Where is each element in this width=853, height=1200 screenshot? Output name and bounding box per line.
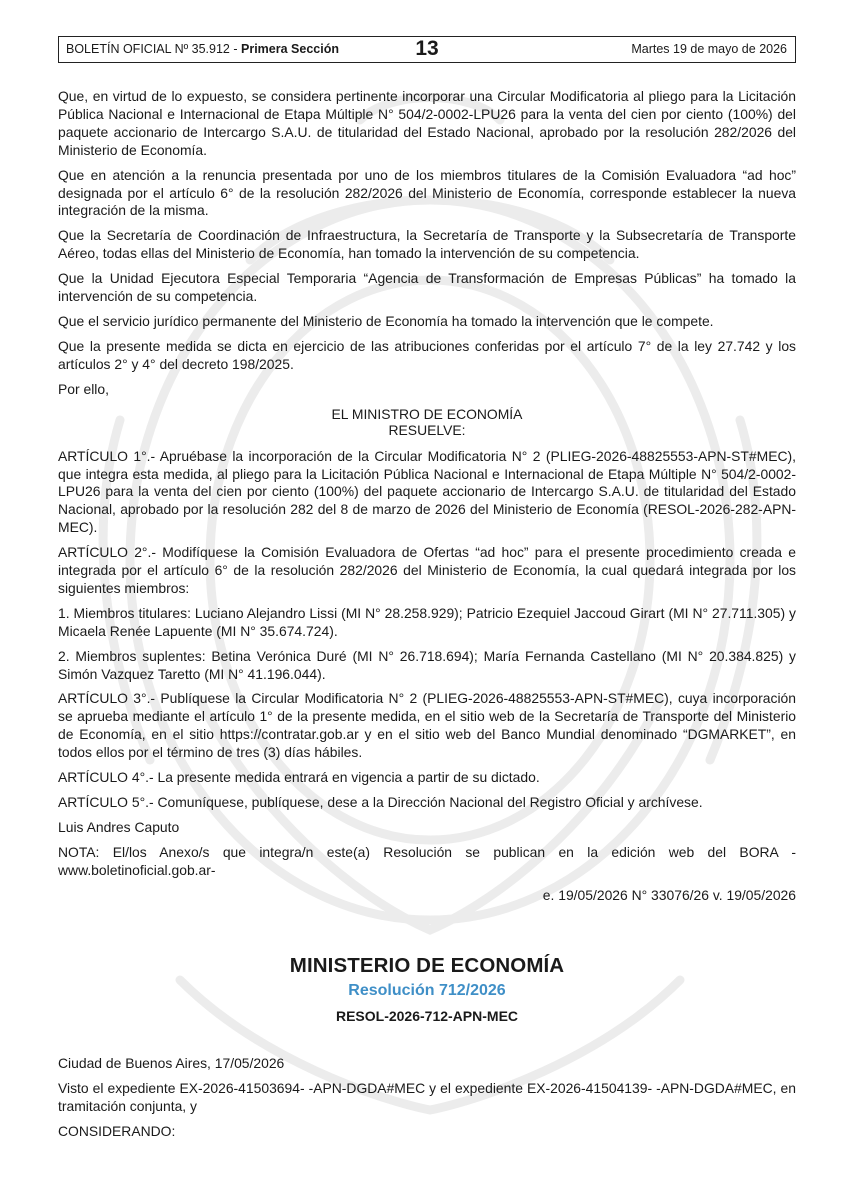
minister-title: EL MINISTRO DE ECONOMÍA (331, 405, 523, 422)
considerando-heading: CONSIDERANDO: (58, 1122, 176, 1139)
section-title: MINISTERIO DE ECONOMÍA (289, 953, 565, 977)
members-suplentes: 2. Miembros suplentes: Betina Verónica Duré (MI N° 26.718.694); María Fernanda Castellano (MI N° 20.384.825) y Simón Vazquez Taretto (MI N° 41.196.044). (58, 647, 796, 682)
publication-reference: e. 19/05/2026 N° 33076/26 v. 19/05/2026 (542, 886, 796, 903)
resolution-code: RESOL-2026-712-APN-MEC (335, 1008, 519, 1025)
header-date: Martes 19 de mayo de 2026 (631, 42, 787, 56)
considerando-paragraph: Que la Unidad Ejecutora Especial Temporaria “Agencia de Transformación de Empresas Públicas” ha tomado la intervención de su competencia. (58, 270, 796, 305)
considerando-paragraph: Que la Secretaría de Coordinación de Infraestructura, la Secretaría de Transporte y la Subsecretaría de Transporte Aéreo, todas ellas del Ministerio de Economía, han tomado la intervención de su competencia. (58, 227, 796, 262)
place-date: Ciudad de Buenos Aires, 17/05/2026 (58, 1055, 285, 1072)
members-titular: 1. Miembros titulares: Luciano Alejandro Lissi (MI N° 28.258.929); Patricio Ezequiel Jaccoud Girart (MI N° 27.711.305) y Micaela Renée Lapuente (MI N° 35.674.724). (58, 604, 796, 639)
article-1: ARTÍCULO 1°.- Apruébase la incorporación de la Circular Modificatoria N° 2 (PLIEG-2026-48825553-APN-ST#MEC), que integra esta medida, al pliego para la Licitación Pública Nacional e Internacional de Etapa Múltiple N° 504/2-0002-LPU26 para la venta del cien por ciento (100%) del paquete accionario de Intercargo S.A.U. de titularidad del Estado Nacional, aprobado por la resolución 282 del 8 de marzo de 2026 del Ministerio de Economía (RESOL-2026-282-APN-MEC). (58, 447, 796, 536)
resuelve-label: RESUELVE: (388, 422, 466, 439)
header-publication: BOLETÍN OFICIAL Nº 35.912 - Primera Sección (66, 42, 339, 56)
page-header (58, 36, 796, 63)
considerando-paragraph: Que el servicio jurídico permanente del Ministerio de Economía ha tomado la intervención que le compete. (58, 312, 714, 329)
header-page-number: 13 (415, 37, 439, 60)
considerando-paragraph: Que en atención a la renuncia presentada por uno de los miembros titulares de la Comisión Evaluadora “ad hoc” designada por el artículo 6° de la resolución 282/2026 del Ministerio de Economía, corresponde establecer la nueva integración de la misma. (58, 166, 796, 219)
annex-note: NOTA: El/los Anexo/s que integra/n este(a) Resolución se publican en la edición web del BORA -www.boletinoficial.gob.ar- (58, 843, 796, 878)
considerando-paragraph: Que, en virtud de lo expuesto, se considera pertinente incorporar una Circular Modificatoria al pliego para la Licitación Pública Nacional e Internacional de Etapa Múltiple N° 504/2-0002-LPU26 para la venta del cien por ciento (100%) del paquete accionario de Intercargo S.A.U. de titularidad del Estado Nacional, aprobado por la resolución 282/2026 del Ministerio de Economía. (58, 88, 796, 158)
signatory-name: Luis Andres Caputo (58, 818, 180, 835)
article-3: ARTÍCULO 3°.- Publíquese la Circular Modificatoria N° 2 (PLIEG-2026-48825553-APN-ST#MEC), cuya incorporación se aprueba mediante el artículo 1° de la presente medida, en el sitio web de la Secretaría de Transporte del Ministerio de Economía, en el sitio https://contratar.gob.ar y en el sitio web del Banco Mundial denominado “DGMARKET”, en todos ellos por el término de tres (3) días hábiles. (58, 690, 796, 761)
resolution-number: Resolución 712/2026 (348, 982, 506, 1000)
article-4: ARTÍCULO 4°.- La presente medida entrará en vigencia a partir de su dictado. (58, 769, 540, 786)
document-page (58, 36, 796, 1139)
considerando-paragraph: Que la presente medida se dicta en ejercicio de las atribuciones conferidas por el artículo 7° de la ley 27.742 y los artículos 2° y 4° del decreto 198/2025. (58, 337, 796, 372)
header-section: Primera Sección (241, 42, 339, 56)
document-body (58, 88, 796, 1148)
article-2: ARTÍCULO 2°.- Modifíquese la Comisión Evaluadora de Ofertas “ad hoc” para el presente procedimiento creada e integrada por el artículo 6° de la resolución 282/2026 del Ministerio de Economía, la cual quedará integrada por los siguientes miembros: (58, 544, 796, 596)
article-5: ARTÍCULO 5°.- Comuníquese, publíquese, dese a la Dirección Nacional del Registro Oficial y archívese. (58, 794, 703, 810)
por-ello-text: Por ello, (58, 380, 109, 397)
resolve-heading (58, 406, 796, 439)
visto-paragraph: Visto el expediente EX-2026-41503694- -APN-DGDA#MEC y el expediente EX-2026-41504139- -APN-DGDA#MEC, en tramitación conjunta, y (58, 1080, 796, 1115)
